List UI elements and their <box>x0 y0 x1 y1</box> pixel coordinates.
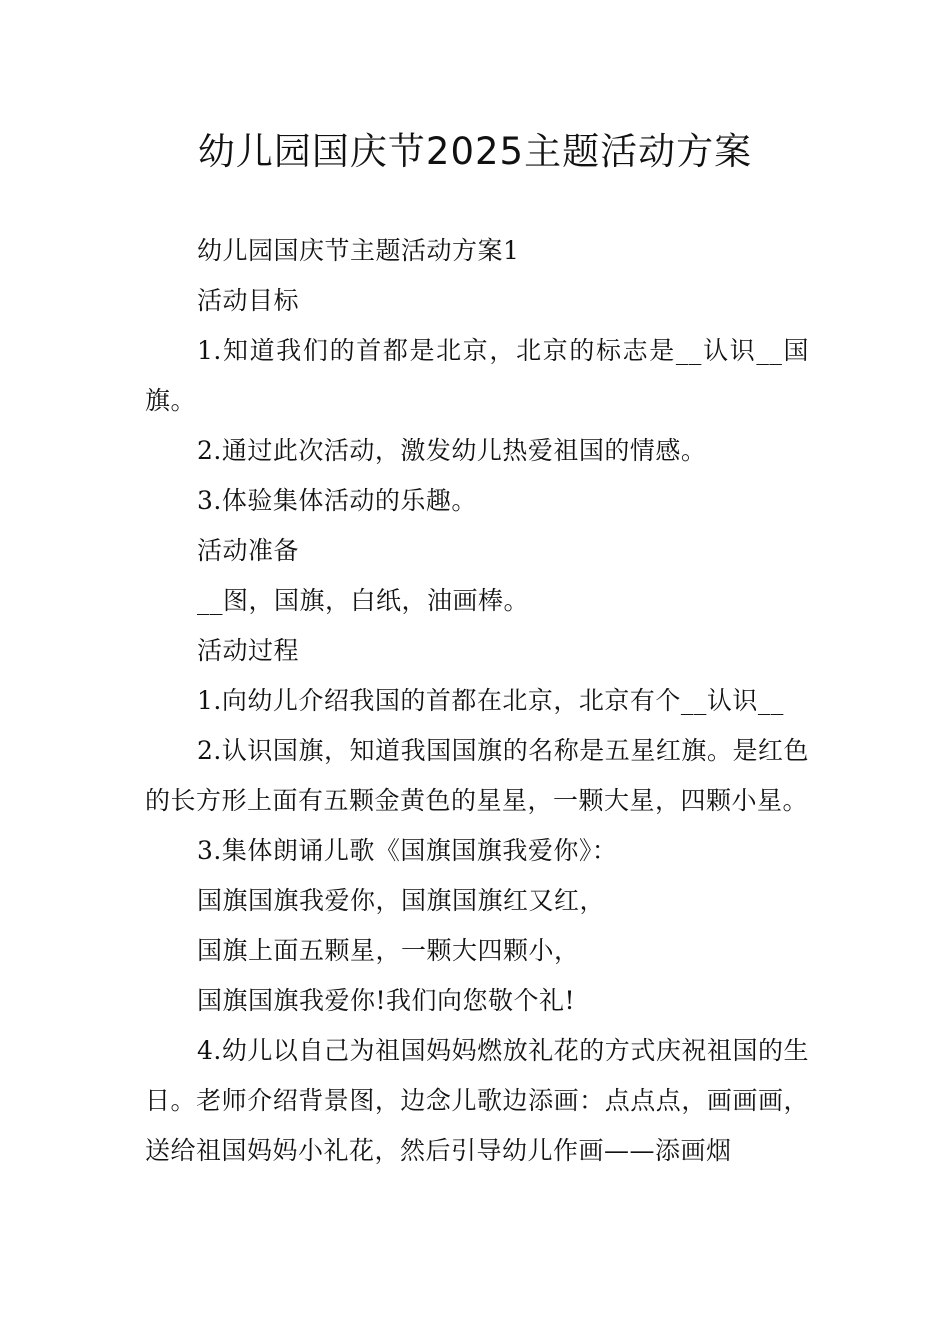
goal-item-2: 2.通过此次活动，激发幼儿热爱祖国的情感。 <box>197 436 707 465</box>
section-heading-preparation: 活动准备 <box>197 536 300 565</box>
section-heading-process: 活动过程 <box>197 636 300 665</box>
document-title: 幼儿园国庆节2025主题活动方案 <box>197 130 753 173</box>
rhyme-line-3: 国旗国旗我爱你!我们向您敬个礼! <box>197 986 576 1015</box>
process-item-1: 1.向幼儿介绍我国的首都在北京，北京有个__认识__ <box>197 686 784 715</box>
rhyme-line-1: 国旗国旗我爱你，国旗国旗红又红， <box>197 886 606 915</box>
goal-item-1: 1.知道我们的首都是北京，北京的标志是__认识__国旗。 <box>145 336 809 415</box>
rhyme-line-2: 国旗上面五颗星，一颗大四颗小， <box>197 936 580 965</box>
preparation-item: __图，国旗，白纸，油画棒。 <box>197 586 530 615</box>
section-heading-plan-1: 幼儿园国庆节主题活动方案1 <box>197 236 520 265</box>
process-item-3: 3.集体朗诵儿歌《国旗国旗我爱你》： <box>197 836 618 865</box>
document-body <box>145 226 809 1176</box>
goal-item-3: 3.体验集体活动的乐趣。 <box>197 486 477 515</box>
process-item-4: 4.幼儿以自己为祖国妈妈燃放礼花的方式庆祝祖国的生日。老师介绍背景图，边念儿歌边添画：点点点，画画画，送给祖国妈妈小礼花，然后引导幼儿作画——添画烟 <box>145 1036 809 1165</box>
section-heading-goals: 活动目标 <box>197 286 300 315</box>
process-item-2: 2.认识国旗，知道我国国旗的名称是五星红旗。是红色的长方形上面有五颗金黄色的星星，一颗大星，四颗小星。 <box>145 736 809 815</box>
